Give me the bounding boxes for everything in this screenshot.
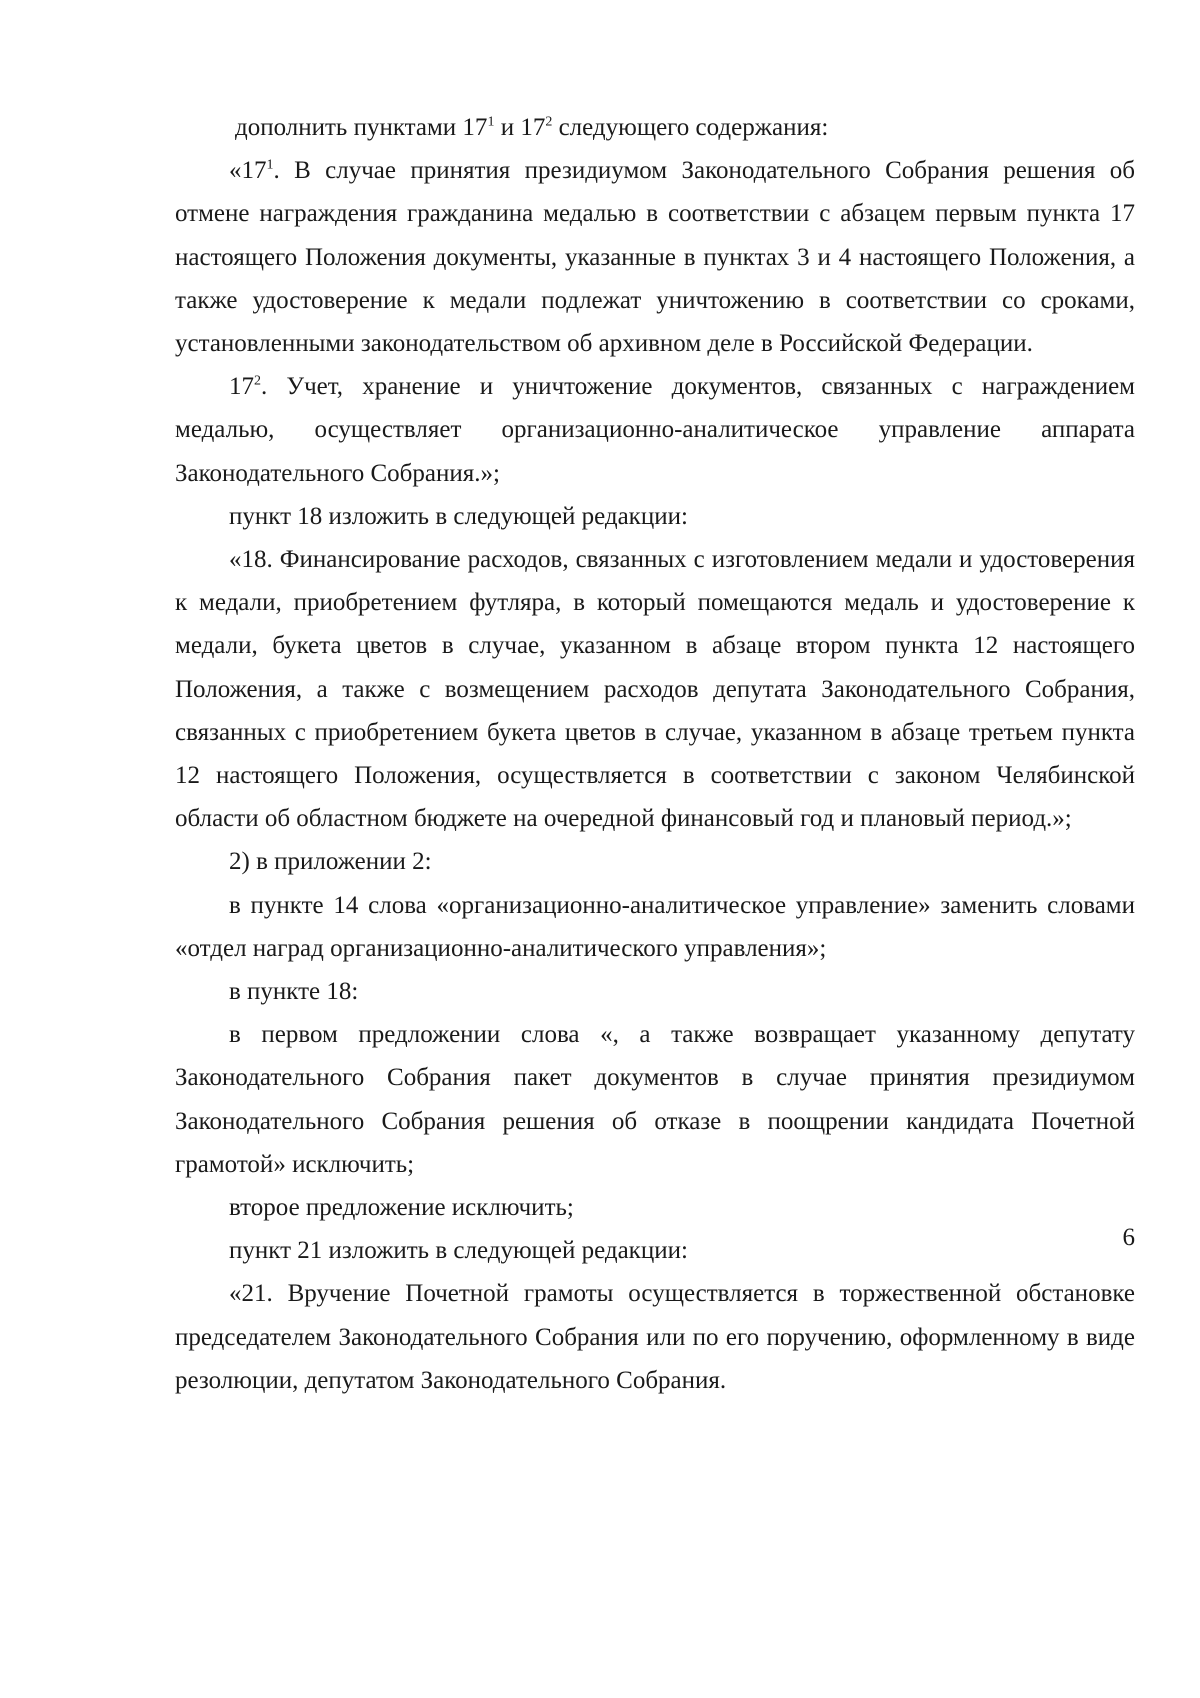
paragraph-item-18-intro: пункт 18 изложить в следующей редакции: xyxy=(229,502,688,530)
paragraph-item-14: в пункте 14 слова «организационно-аналитическое управление» заменить словами «отдел наград организационно-аналитического управления»; xyxy=(175,891,1135,962)
superscript: 1 xyxy=(266,157,274,173)
text-segment: . Учет, хранение и уничтожение документов, связанных с награждением медалью, осуществляет организационно-аналитическое управление аппарата Законодательного Собрания.»; xyxy=(175,373,1135,487)
paragraph-item-21: «21. Вручение Почетной грамоты осуществляется в торжественной обстановке председателем Законодательного Собрания или по его поручению, оформленному в виде резолюции, депутатом Законодательного Собрания. xyxy=(175,1280,1135,1394)
text-segment: дополнить пунктами 17 xyxy=(235,114,488,141)
text-segment: . В случае принятия президиумом Законодательного Собрания решения об отмене награждения гражданина медалью в соответствии с абзацем первым пункта 17 настоящего Положения документы, указанные в пунктах 3 и 4 настоящего Положения, а также удостоверение к медали подлежат уничтожению в соответствии со сроками, установленными законодательством об архивном деле в Российской Федерации. xyxy=(175,157,1135,358)
paragraph-item-18: «18. Финансирование расходов, связанных с изготовлением медали и удостоверения к медали, приобретением футляра, в который помещаются медаль и удостоверение к медали, букета цветов в случае, указанном в абзаце втором пункта 12 настоящего Положения, а также с возмещением расходов депутата Законодательного Собрания, связанных с приобретением букета цветов в случае, указанном в абзаце третьем пункта 12 настоящего Положения, осуществляется в соответствии с законом Челябинской области об областном бюджете на очередной финансовый год и плановый период.»; xyxy=(175,546,1135,833)
paragraph-item-18-ref: в пункте 18: xyxy=(229,978,359,1006)
paragraph-second-sentence: второе предложение исключить; xyxy=(229,1194,574,1222)
paragraph-supplement-items xyxy=(175,106,1135,149)
superscript: 2 xyxy=(545,114,553,130)
paragraph-item-17-2 xyxy=(175,365,1135,495)
document-body xyxy=(175,106,1135,1402)
text-segment: 17 xyxy=(229,373,254,401)
superscript: 1 xyxy=(487,114,495,130)
text-segment: и 17 xyxy=(494,114,546,141)
paragraph-item-17-1 xyxy=(175,149,1135,365)
text-segment: следующего содержания: xyxy=(552,114,829,141)
page-number: 6 xyxy=(1122,1224,1135,1251)
text-segment: «17 xyxy=(229,157,267,185)
paragraph-item-21-intro: пункт 21 изложить в следующей редакции: xyxy=(229,1237,688,1265)
paragraph-first-sentence: в первом предложении слова «, а также возвращает указанному депутату Законодательного Собрания пакет документов в случае принятия президиумом Законодательного Собрания решения об отказе в поощрении кандидата Почетной грамотой» исключить; xyxy=(175,1021,1135,1178)
superscript: 2 xyxy=(254,373,261,389)
paragraph-appendix-2: 2) в приложении 2: xyxy=(229,848,432,876)
